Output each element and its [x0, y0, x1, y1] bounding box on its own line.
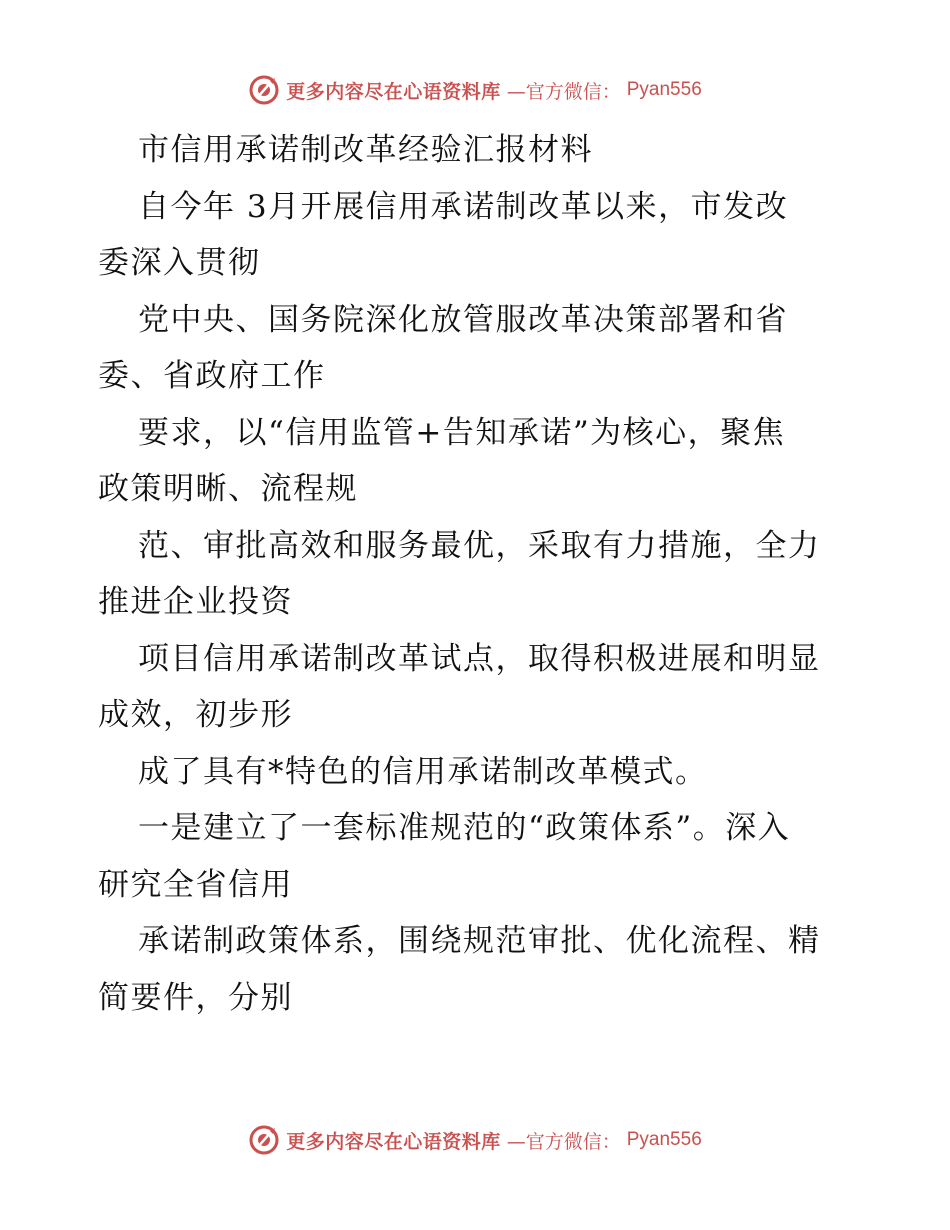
- watermark-separator: —官方微信：: [506, 1130, 621, 1153]
- document-body: [98, 122, 858, 1026]
- text-line: 委深入贯彻: [98, 245, 261, 281]
- text-line: 项目信用承诺制改革试点，取得积极进展和明显: [138, 640, 821, 677]
- text-line: 党中央、国务院深化放管服改革决策部署和省: [138, 301, 788, 338]
- text-line: 承诺制政策体系，围绕规范审批、优化流程、精: [138, 923, 821, 959]
- watermark-header: [0, 70, 950, 110]
- brand-logo-icon: [248, 74, 280, 106]
- watermark-account: Pyan556: [626, 1129, 702, 1150]
- text-line: 简要件，分别: [98, 979, 293, 1016]
- text-line: 要求，以“信用监管+告知承诺”为核心，聚焦: [138, 414, 786, 451]
- brand-logo-icon: [248, 1124, 280, 1156]
- text-line: 研究全省信用: [98, 866, 293, 903]
- watermark-text: 更多内容尽在心语资料库: [286, 1130, 501, 1153]
- watermark-separator: —官方微信：: [506, 80, 621, 103]
- text-line: 政策明晰、流程规: [98, 471, 358, 507]
- text-line: 委、省政府工作: [98, 358, 326, 394]
- watermark-text: 更多内容尽在心语资料库: [286, 80, 501, 103]
- text-line: 成效，初步形: [98, 697, 293, 733]
- text-line: 范、审批高效和服务最优，采取有力措施，全力: [138, 527, 821, 564]
- text-line: 一是建立了一套标准规范的“政策体系”。深入: [138, 810, 791, 846]
- text-line: 自今年 3月开展信用承诺制改革以来，市发改: [138, 188, 789, 225]
- watermark-footer: [0, 1120, 950, 1160]
- watermark-account: Pyan556: [626, 79, 702, 100]
- text-line: 成了具有*特色的信用承诺制改革模式。: [138, 753, 708, 790]
- text-line: 推进企业投资: [98, 584, 293, 620]
- text-line: 市信用承诺制改革经验汇报材料: [138, 132, 593, 168]
